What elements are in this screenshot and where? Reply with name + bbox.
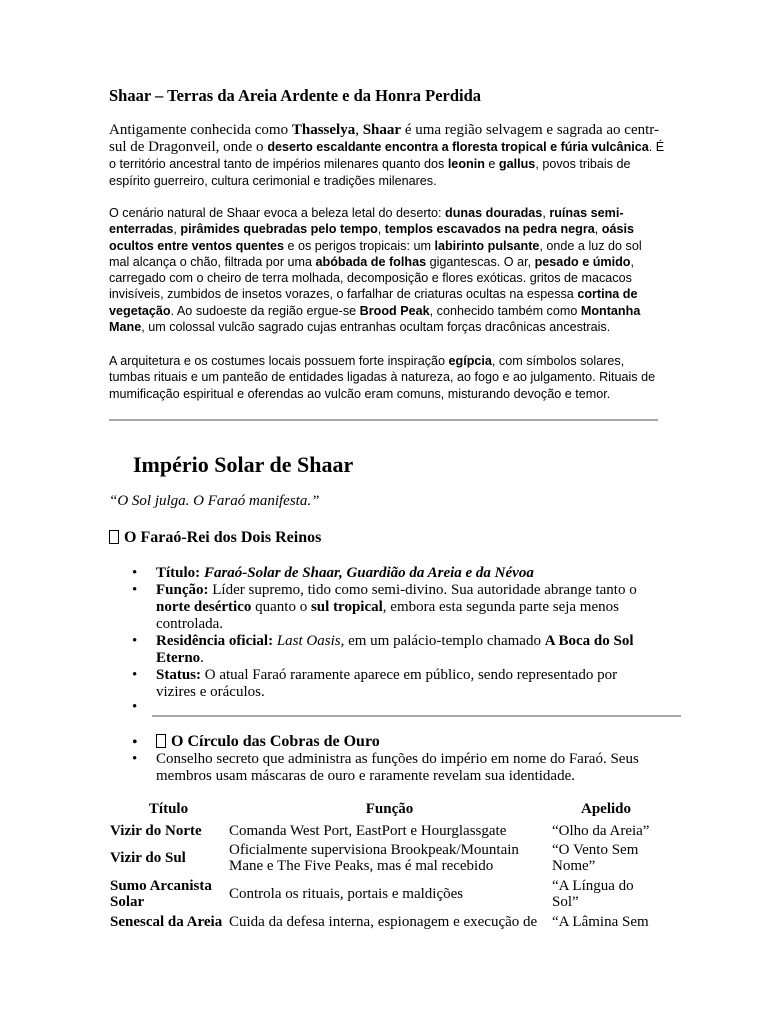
text-run: , — [173, 222, 181, 237]
pharaoh-heading-text: O Faraó-Rei dos Dois Reinos — [124, 529, 322, 546]
text-run: , carregado com o cheiro de terra molhada, decomposição e flores exóticas. gritos de macacos invisíveis, zumbidos de insetos vorazes, o farfalhar de criaturas ocultas na espessa — [109, 254, 634, 302]
council-table — [109, 801, 661, 931]
table-row — [109, 912, 661, 931]
bold-run: Thasselya — [291, 122, 356, 138]
table-cell-nickname: “A Língua do Sol” — [552, 878, 634, 910]
bold-run: Shaar — [362, 122, 402, 138]
bold-run: cortina de vegetação — [109, 287, 638, 318]
text-run: Antigamente conhecida como — [109, 122, 292, 138]
table-header: Função — [365, 801, 414, 817]
document-title: Shaar – Terras da Areia Ardente e da Honra Perdida — [109, 86, 482, 105]
table-cell-title: Vizir do Sul — [110, 850, 186, 866]
empire-heading: Império Solar de Shaar — [133, 452, 354, 477]
table-cell-nickname: “O Vento Sem Nome” — [552, 842, 639, 874]
circle-heading-text: O Círculo das Cobras de Ouro — [171, 733, 380, 750]
text-run: . É o território ancestral tanto de impérios milenares quanto dos — [109, 140, 665, 171]
table-cell-function: Comanda West Port, EastPort e Hourglassgate — [229, 822, 507, 839]
text-run: é uma região selvagem e sagrada ao centr-sul de Dragonveil, onde o — [109, 122, 659, 155]
list-item — [156, 633, 656, 667]
title-value: Faraó-Solar de Shaar, Guardião da Areia e da Névoa — [203, 565, 534, 581]
text-run: , um colossal vulcão sagrado cujas entranhas ocultam forças dracônicas ancestrais. — [141, 320, 611, 335]
table-cell-nickname: “A Lâmina Sem — [552, 913, 649, 930]
list-item — [156, 565, 656, 582]
status-value: O atual Faraó raramente aparece em público, sendo representado por vizires e oráculos. — [156, 667, 618, 700]
text-run: , — [542, 206, 550, 220]
circle-heading: • O Círculo das Cobras de Ouro — [132, 733, 380, 751]
missing-glyph-icon — [156, 734, 166, 748]
bold-run: sul tropical — [310, 599, 383, 615]
bold-run: Montanha Mane — [109, 303, 641, 335]
bold-run: ruínas semi-enterradas — [109, 206, 624, 237]
bold-run: deserto escaldante encontra a floresta tropical e fúria vulcânica — [267, 140, 649, 154]
bold-run: templos escavados na pedra negra — [384, 222, 595, 237]
missing-glyph-icon — [109, 530, 119, 544]
text-run: . — [200, 650, 204, 666]
text-run: e — [484, 157, 499, 171]
text-run: A arquitetura e os costumes locais possuem forte inspiração — [109, 354, 449, 368]
text-run: Líder supremo, tido como semi-divino. Sua autoridade abrange tanto o — [208, 582, 637, 598]
bold-run: oásis ocultos entre ventos quentes — [109, 222, 634, 253]
table-cell-title: Vizir do Norte — [110, 822, 202, 839]
bold-run: gallus — [498, 157, 536, 171]
table-header-row — [109, 801, 661, 821]
table-row — [109, 821, 661, 840]
status-label: Status: — [156, 667, 202, 683]
table-cell-function: Cuida da defesa interna, espionagem e execução de — [229, 913, 538, 930]
text-run: quanto o — [251, 599, 311, 615]
empire-motto: “O Sol julga. O Faraó manifesta.” — [109, 493, 320, 509]
table-header: Título — [148, 801, 189, 817]
list-item: • Conselho secreto que administra as funções do império em nome do Faraó. Seus membros usam máscaras de ouro e raramente revelam sua identidade. — [156, 751, 666, 785]
bold-run: A Boca do Sol Eterno — [156, 633, 634, 666]
table-cell-function: Controla os rituais, portais e maldições — [229, 886, 464, 902]
text-run: , conhecido também como — [429, 303, 581, 318]
text-run: , povos tribais de espírito guerreiro, cultura cerimonial e tradições milenares. — [109, 157, 631, 188]
bold-run: leonin — [447, 157, 485, 171]
text-run: gigantescas. O ar, — [426, 254, 535, 269]
table-cell-function: Oficialmente supervisiona Brookpeak/Mountain Mane e The Five Peaks, mas é mal recebido — [229, 842, 519, 874]
bold-run: dunas douradas — [445, 206, 543, 220]
horizontal-rule — [109, 419, 658, 421]
text-run: , com símbolos solares, tumbas rituais e um panteão de entidades ligadas à natureza, ao fogo e ao julgamento. Rituais de mumificação espiritual e oferendas ao vulcão eram comuns, misturando devoção e temor. — [109, 354, 656, 401]
table-cell-nickname: “Olho da Areia” — [552, 822, 650, 839]
list-item — [156, 582, 656, 633]
residence-label: Residência oficial: — [156, 633, 274, 649]
text-run: . Ao sudoeste da região ergue-se — [170, 303, 360, 318]
intro-paragraph — [109, 122, 669, 190]
text-run: , — [355, 122, 363, 138]
empty-bullet: • — [132, 699, 138, 715]
text-run: O cenário natural de Shaar evoca a beleza letal do deserto: — [109, 206, 446, 220]
architecture-paragraph — [109, 353, 661, 402]
list-item — [156, 667, 656, 701]
horizontal-rule — [152, 715, 681, 717]
bold-run: norte desértico — [156, 599, 252, 615]
bold-run: labirinto pulsante — [434, 238, 540, 253]
table-row — [109, 876, 661, 912]
text-run: , em um palácio-templo chamado — [340, 633, 545, 649]
text-run: e os perigos tropicais: um — [283, 238, 435, 253]
table-cell-title: Sumo Arcanista Solar — [110, 878, 212, 910]
residence-place: Last Oasis — [276, 633, 341, 649]
bold-run: Brood Peak — [359, 303, 430, 318]
bold-run: egípcia — [448, 354, 492, 368]
text-run: , onde a luz do sol mal alcança o chão, filtrada por uma — [109, 238, 642, 269]
table-cell-title: Senescal da Areia — [110, 913, 223, 930]
pharaoh-list — [156, 565, 656, 701]
bold-run: pesado e úmido — [534, 254, 631, 269]
text-run: , — [377, 222, 385, 237]
text-run: , — [594, 222, 602, 237]
bold-run: abóbada de folhas — [315, 254, 427, 269]
pharaoh-heading — [109, 529, 321, 547]
table-row — [109, 840, 661, 876]
table-header: Apelido — [580, 801, 631, 817]
scenery-paragraph — [109, 205, 661, 335]
text-run: , embora esta segunda parte seja menos controlada. — [156, 599, 619, 632]
bold-run: pirâmides quebradas pelo tempo — [180, 222, 378, 237]
function-label: Função: — [156, 582, 209, 598]
title-label: Título: — [156, 565, 201, 581]
circle-list — [156, 751, 666, 785]
